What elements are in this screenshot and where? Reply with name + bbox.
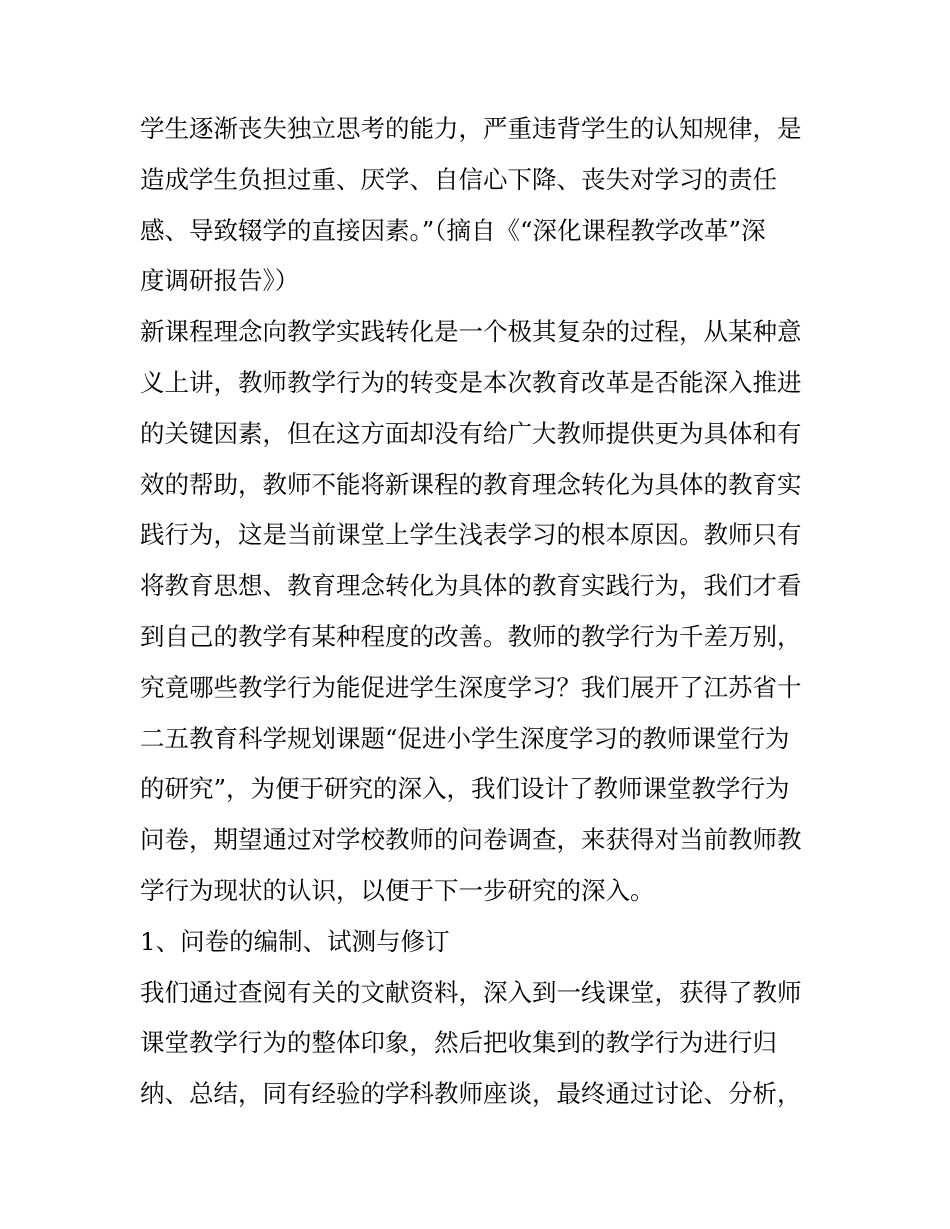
text-line: 造成学生负担过重、厌学、自信心下降、丧失对学习的责任 [140, 164, 777, 194]
text-line: 到自己的教学有某种程度的改善。教师的教学行为千差万别， [140, 621, 802, 651]
text-line: 践行为，这是当前课堂上学生浅表学习的根本原因。教师只有 [140, 520, 802, 550]
text-line: 的研究”，为便于研究的深入，我们设计了教师课堂教学行为 [140, 774, 790, 804]
text-line: 究竟哪些教学行为能促进学生深度学习？我们展开了江苏省十 [140, 672, 802, 702]
text-line: 效的帮助，教师不能将新课程的教育理念转化为具体的教育实 [140, 469, 802, 499]
text-line: 问卷，期望通过对学校教师的问卷调查，来获得对当前教师教 [140, 825, 802, 855]
text-line: 感、导致辍学的直接因素。”（摘自《“深化课程教学改革”深 [140, 215, 766, 245]
text-line: 二五教育科学规划课题“促进小学生深度学习的教师课堂行为 [140, 723, 790, 753]
document-body [140, 104, 820, 1120]
section-heading: 1、问卷的编制、试测与修订 [140, 926, 450, 956]
text-line: 义上讲，教师教学行为的转变是本次教育改革是否能深入推进 [140, 367, 802, 397]
text-line: 新课程理念向教学实践转化是一个极其复杂的过程，从某种意 [140, 317, 802, 347]
text-line: 的关键因素，但在这方面却没有给广大教师提供更为具体和有 [140, 418, 802, 448]
text-line: 课堂教学行为的整体印象，然后把收集到的教学行为进行归 [140, 1028, 777, 1058]
text-line: 学生逐渐丧失独立思考的能力，严重违背学生的认知规律，是 [140, 114, 802, 143]
text-line: 学行为现状的认识，以便于下一步研究的深入。 [140, 875, 655, 905]
text-line: 我们通过查阅有关的文献资料，深入到一线课堂，获得了教师 [140, 977, 802, 1007]
text-line: 度调研报告》） [140, 266, 300, 296]
text-line: 将教育思想、教育理念转化为具体的教育实践行为，我们才看 [140, 571, 802, 601]
text-line: 纳、总结，同有经验的学科教师座谈，最终通过讨论、分析， [140, 1079, 802, 1109]
